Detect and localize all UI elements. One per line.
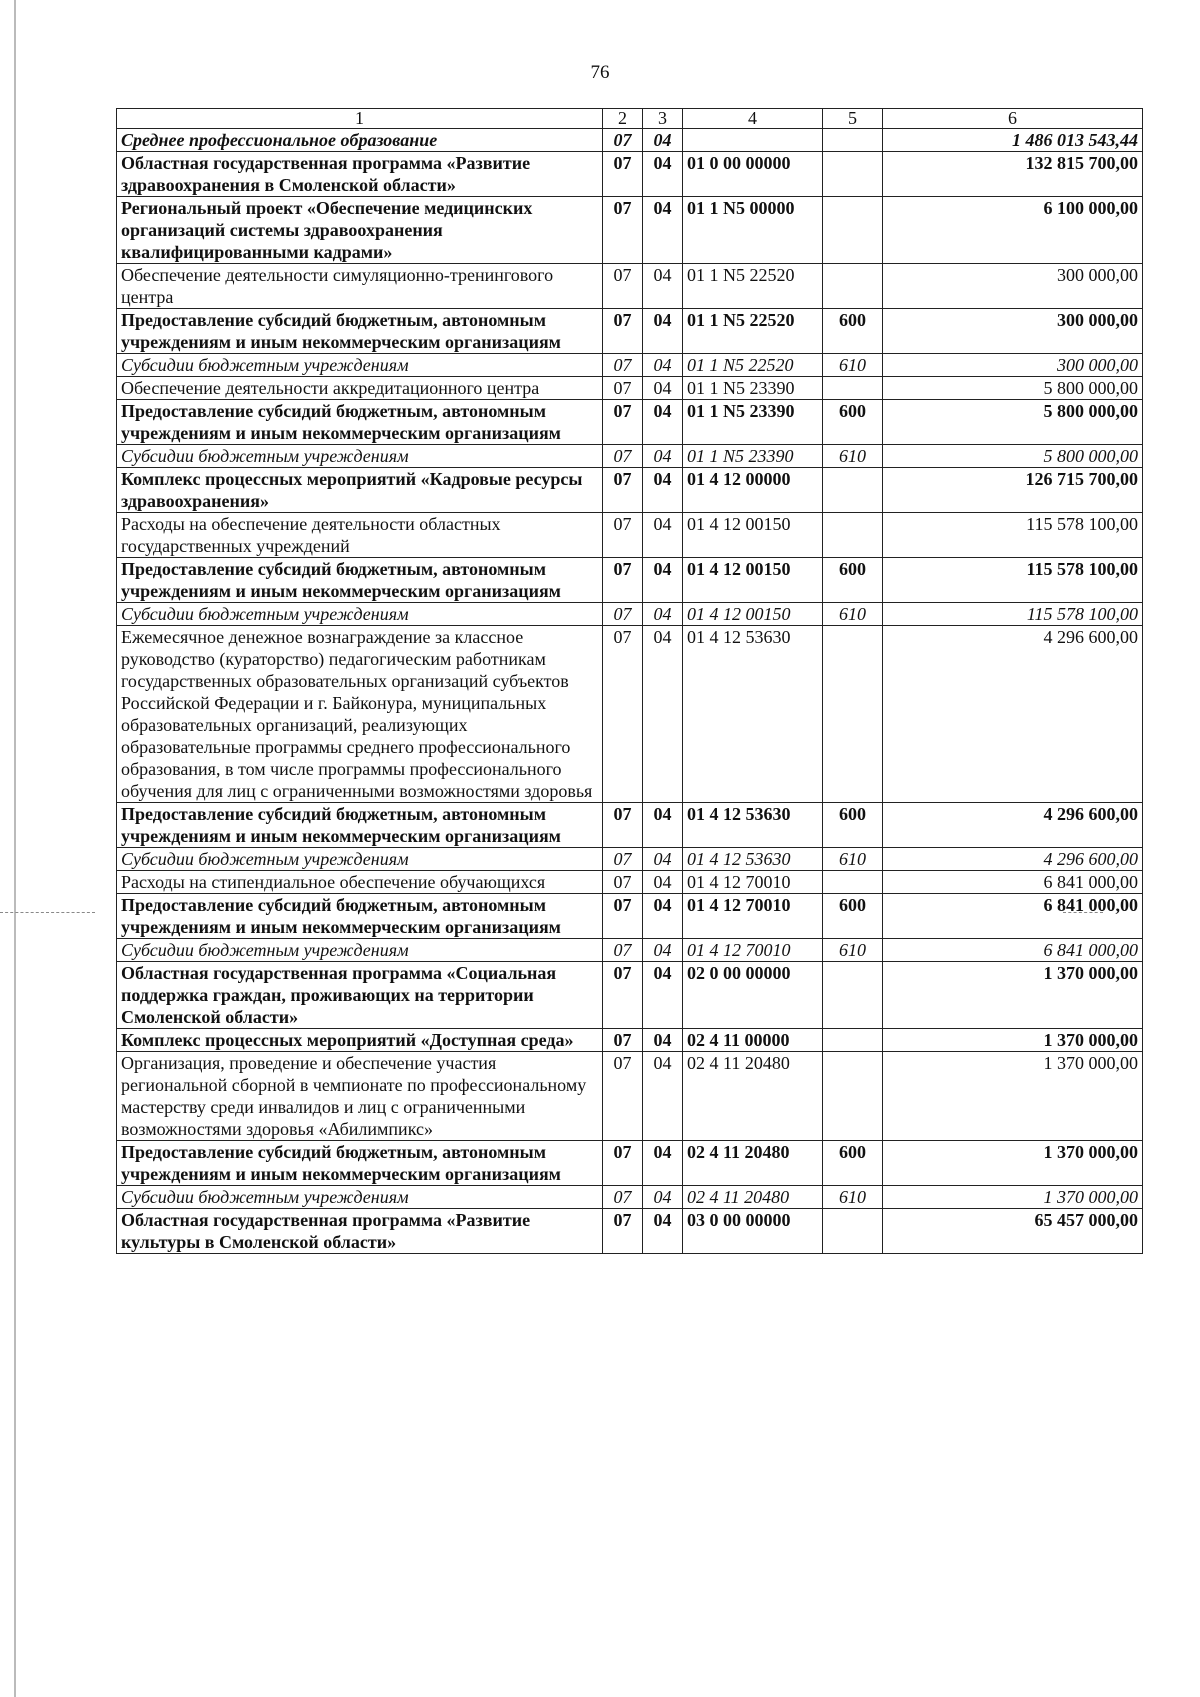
expense-type-cell: 610 — [823, 939, 883, 962]
section-code-cell: 07 — [603, 468, 643, 513]
expense-type-cell: 600 — [823, 400, 883, 445]
expense-type-cell — [823, 513, 883, 558]
subsection-code-cell: 04 — [643, 152, 683, 197]
table-row — [117, 264, 1143, 309]
table-row — [117, 1186, 1143, 1209]
table-row — [117, 1141, 1143, 1186]
row-name-cell: Предоставление субсидий бюджетным, автономным учреждениям и иным некоммерческим организациям — [117, 1141, 603, 1186]
target-article-cell: 01 4 12 00150 — [683, 513, 823, 558]
row-name-cell: Организация, проведение и обеспечение участия региональной сборной в чемпионате по профессиональному мастерству среди инвалидов и лиц с ограниченными возможностями здоровья «Абилимпикс» — [117, 1052, 603, 1141]
header-cell-6: 6 — [883, 109, 1143, 129]
subsection-code-cell: 04 — [643, 848, 683, 871]
section-code-cell: 07 — [603, 1029, 643, 1052]
section-code-cell: 07 — [603, 1186, 643, 1209]
section-code-cell: 07 — [603, 197, 643, 264]
expense-type-cell: 600 — [823, 803, 883, 848]
section-code-cell: 07 — [603, 513, 643, 558]
table-row — [117, 309, 1143, 354]
scan-artifact-right — [1063, 912, 1103, 913]
subsection-code-cell: 04 — [643, 1186, 683, 1209]
row-name-cell: Комплекс процессных мероприятий «Доступная среда» — [117, 1029, 603, 1052]
amount-cell: 4 296 600,00 — [883, 626, 1143, 803]
target-article-cell: 01 4 12 53630 — [683, 848, 823, 871]
subsection-code-cell: 04 — [643, 871, 683, 894]
section-code-cell: 07 — [603, 962, 643, 1029]
subsection-code-cell: 04 — [643, 1141, 683, 1186]
amount-cell: 300 000,00 — [883, 309, 1143, 354]
target-article-cell: 01 1 N5 22520 — [683, 354, 823, 377]
target-article-cell: 01 1 N5 23390 — [683, 400, 823, 445]
section-code-cell: 07 — [603, 152, 643, 197]
target-article-cell — [683, 129, 823, 152]
target-article-cell: 01 4 12 00150 — [683, 558, 823, 603]
subsection-code-cell: 04 — [643, 962, 683, 1029]
target-article-cell: 01 4 12 00000 — [683, 468, 823, 513]
expense-type-cell — [823, 129, 883, 152]
section-code-cell: 07 — [603, 848, 643, 871]
amount-cell: 115 578 100,00 — [883, 558, 1143, 603]
section-code-cell: 07 — [603, 264, 643, 309]
subsection-code-cell: 04 — [643, 1029, 683, 1052]
expense-type-cell — [823, 1052, 883, 1141]
expense-type-cell: 610 — [823, 445, 883, 468]
amount-cell: 6 100 000,00 — [883, 197, 1143, 264]
amount-cell: 65 457 000,00 — [883, 1209, 1143, 1254]
table-row — [117, 871, 1143, 894]
row-name-cell: Предоставление субсидий бюджетным, автономным учреждениям и иным некоммерческим организациям — [117, 400, 603, 445]
header-cell-2: 2 — [603, 109, 643, 129]
table-row — [117, 377, 1143, 400]
row-name-cell: Расходы на обеспечение деятельности областных государственных учреждений — [117, 513, 603, 558]
page-number: 76 — [590, 62, 610, 83]
table-row — [117, 513, 1143, 558]
target-article-cell: 02 4 11 20480 — [683, 1052, 823, 1141]
expense-type-cell: 600 — [823, 894, 883, 939]
amount-cell: 4 296 600,00 — [883, 848, 1143, 871]
subsection-code-cell: 04 — [643, 129, 683, 152]
target-article-cell: 01 1 N5 22520 — [683, 264, 823, 309]
table-row — [117, 129, 1143, 152]
subsection-code-cell: 04 — [643, 894, 683, 939]
row-name-cell: Региональный проект «Обеспечение медицинских организаций системы здравоохранения квалифицированными кадрами» — [117, 197, 603, 264]
row-name-cell: Обеспечение деятельности симуляционно-тренингового центра — [117, 264, 603, 309]
section-code-cell: 07 — [603, 603, 643, 626]
expense-type-cell — [823, 1029, 883, 1052]
section-code-cell: 07 — [603, 377, 643, 400]
table-row — [117, 445, 1143, 468]
subsection-code-cell: 04 — [643, 939, 683, 962]
target-article-cell: 02 4 11 20480 — [683, 1186, 823, 1209]
row-name-cell: Предоставление субсидий бюджетным, автономным учреждениям и иным некоммерческим организациям — [117, 803, 603, 848]
target-article-cell: 01 0 00 00000 — [683, 152, 823, 197]
table-row — [117, 803, 1143, 848]
scan-artifact-left — [0, 912, 95, 913]
table-row — [117, 1052, 1143, 1141]
section-code-cell: 07 — [603, 309, 643, 354]
expense-type-cell — [823, 377, 883, 400]
target-article-cell: 01 1 N5 22520 — [683, 309, 823, 354]
section-code-cell: 07 — [603, 939, 643, 962]
row-name-cell: Комплекс процессных мероприятий «Кадровые ресурсы здравоохранения» — [117, 468, 603, 513]
section-code-cell: 07 — [603, 803, 643, 848]
table-row — [117, 962, 1143, 1029]
expense-type-cell — [823, 1209, 883, 1254]
target-article-cell: 01 1 N5 23390 — [683, 377, 823, 400]
target-article-cell: 03 0 00 00000 — [683, 1209, 823, 1254]
subsection-code-cell: 04 — [643, 468, 683, 513]
expense-type-cell — [823, 871, 883, 894]
amount-cell: 4 296 600,00 — [883, 803, 1143, 848]
amount-cell: 6 841 000,00 — [883, 871, 1143, 894]
expense-type-cell: 600 — [823, 1141, 883, 1186]
amount-cell: 1 370 000,00 — [883, 1141, 1143, 1186]
subsection-code-cell: 04 — [643, 603, 683, 626]
amount-cell: 6 841 000,00 — [883, 894, 1143, 939]
subsection-code-cell: 04 — [643, 197, 683, 264]
header-cell-4: 4 — [683, 109, 823, 129]
target-article-cell: 01 4 12 70010 — [683, 871, 823, 894]
row-name-cell: Предоставление субсидий бюджетным, автономным учреждениям и иным некоммерческим организациям — [117, 309, 603, 354]
row-name-cell: Областная государственная программа «Развитие культуры в Смоленской области» — [117, 1209, 603, 1254]
amount-cell: 1 370 000,00 — [883, 1029, 1143, 1052]
target-article-cell: 01 4 12 70010 — [683, 894, 823, 939]
header-cell-3: 3 — [643, 109, 683, 129]
header-row — [117, 109, 1143, 129]
row-name-cell: Субсидии бюджетным учреждениям — [117, 603, 603, 626]
expense-type-cell: 610 — [823, 848, 883, 871]
table-row — [117, 197, 1143, 264]
row-name-cell: Предоставление субсидий бюджетным, автономным учреждениям и иным некоммерческим организациям — [117, 894, 603, 939]
table-row — [117, 1029, 1143, 1052]
amount-cell: 126 715 700,00 — [883, 468, 1143, 513]
row-name-cell: Субсидии бюджетным учреждениям — [117, 1186, 603, 1209]
row-name-cell: Субсидии бюджетным учреждениям — [117, 354, 603, 377]
budget-table — [116, 108, 1143, 1254]
section-code-cell: 07 — [603, 1141, 643, 1186]
row-name-cell: Субсидии бюджетным учреждениям — [117, 939, 603, 962]
table-row — [117, 626, 1143, 803]
amount-cell: 1 370 000,00 — [883, 1052, 1143, 1141]
amount-cell: 5 800 000,00 — [883, 445, 1143, 468]
budget-table-body — [117, 109, 1143, 1254]
row-name-cell: Среднее профессиональное образование — [117, 129, 603, 152]
amount-cell: 115 578 100,00 — [883, 513, 1143, 558]
table-row — [117, 400, 1143, 445]
section-code-cell: 07 — [603, 558, 643, 603]
header-cell-5: 5 — [823, 109, 883, 129]
subsection-code-cell: 04 — [643, 354, 683, 377]
row-name-cell: Предоставление субсидий бюджетным, автономным учреждениям и иным некоммерческим организациям — [117, 558, 603, 603]
table-row — [117, 939, 1143, 962]
subsection-code-cell: 04 — [643, 513, 683, 558]
amount-cell: 5 800 000,00 — [883, 377, 1143, 400]
expense-type-cell — [823, 626, 883, 803]
table-row — [117, 558, 1143, 603]
target-article-cell: 01 4 12 53630 — [683, 803, 823, 848]
section-code-cell: 07 — [603, 1052, 643, 1141]
row-name-cell: Субсидии бюджетным учреждениям — [117, 848, 603, 871]
expense-type-cell — [823, 197, 883, 264]
subsection-code-cell: 04 — [643, 1052, 683, 1141]
subsection-code-cell: 04 — [643, 377, 683, 400]
row-name-cell: Обеспечение деятельности аккредитационного центра — [117, 377, 603, 400]
section-code-cell: 07 — [603, 894, 643, 939]
expense-type-cell: 610 — [823, 1186, 883, 1209]
expense-type-cell — [823, 152, 883, 197]
table-row — [117, 354, 1143, 377]
amount-cell: 132 815 700,00 — [883, 152, 1143, 197]
expense-type-cell: 600 — [823, 309, 883, 354]
table-row — [117, 848, 1143, 871]
target-article-cell: 01 4 12 53630 — [683, 626, 823, 803]
section-code-cell: 07 — [603, 626, 643, 803]
amount-cell: 1 370 000,00 — [883, 1186, 1143, 1209]
subsection-code-cell: 04 — [643, 1209, 683, 1254]
expense-type-cell — [823, 264, 883, 309]
table-row — [117, 152, 1143, 197]
amount-cell: 1 370 000,00 — [883, 962, 1143, 1029]
table-row — [117, 894, 1143, 939]
amount-cell: 1 486 013 543,44 — [883, 129, 1143, 152]
page-edge-line — [14, 0, 16, 1697]
row-name-cell: Расходы на стипендиальное обеспечение обучающихся — [117, 871, 603, 894]
section-code-cell: 07 — [603, 354, 643, 377]
table-row — [117, 603, 1143, 626]
row-name-cell: Областная государственная программа «Социальная поддержка граждан, проживающих на территории Смоленской области» — [117, 962, 603, 1029]
subsection-code-cell: 04 — [643, 445, 683, 468]
section-code-cell: 07 — [603, 871, 643, 894]
section-code-cell: 07 — [603, 400, 643, 445]
header-cell-1: 1 — [117, 109, 603, 129]
expense-type-cell: 610 — [823, 603, 883, 626]
row-name-cell: Ежемесячное денежное вознаграждение за классное руководство (кураторство) педагогическим работникам государственных образовательных организаций субъектов Российской Федерации и г. Байконура, муниципальных образовательных организаций, реализующих образовательные программы среднего профессионального образования, в том числе программы профессионального обучения для лиц с ограниченными возможностями здоровья — [117, 626, 603, 803]
target-article-cell: 02 4 11 20480 — [683, 1141, 823, 1186]
target-article-cell: 01 4 12 00150 — [683, 603, 823, 626]
row-name-cell: Областная государственная программа «Развитие здравоохранения в Смоленской области» — [117, 152, 603, 197]
target-article-cell: 02 4 11 00000 — [683, 1029, 823, 1052]
target-article-cell: 01 1 N5 00000 — [683, 197, 823, 264]
expense-type-cell — [823, 962, 883, 1029]
section-code-cell: 07 — [603, 129, 643, 152]
target-article-cell: 01 4 12 70010 — [683, 939, 823, 962]
amount-cell: 115 578 100,00 — [883, 603, 1143, 626]
amount-cell: 300 000,00 — [883, 264, 1143, 309]
subsection-code-cell: 04 — [643, 803, 683, 848]
amount-cell: 6 841 000,00 — [883, 939, 1143, 962]
subsection-code-cell: 04 — [643, 558, 683, 603]
subsection-code-cell: 04 — [643, 626, 683, 803]
target-article-cell: 01 1 N5 23390 — [683, 445, 823, 468]
expense-type-cell — [823, 468, 883, 513]
table-row — [117, 1209, 1143, 1254]
subsection-code-cell: 04 — [643, 400, 683, 445]
section-code-cell: 07 — [603, 445, 643, 468]
section-code-cell: 07 — [603, 1209, 643, 1254]
subsection-code-cell: 04 — [643, 309, 683, 354]
subsection-code-cell: 04 — [643, 264, 683, 309]
expense-type-cell: 600 — [823, 558, 883, 603]
row-name-cell: Субсидии бюджетным учреждениям — [117, 445, 603, 468]
target-article-cell: 02 0 00 00000 — [683, 962, 823, 1029]
expense-type-cell: 610 — [823, 354, 883, 377]
amount-cell: 300 000,00 — [883, 354, 1143, 377]
table-row — [117, 468, 1143, 513]
amount-cell: 5 800 000,00 — [883, 400, 1143, 445]
